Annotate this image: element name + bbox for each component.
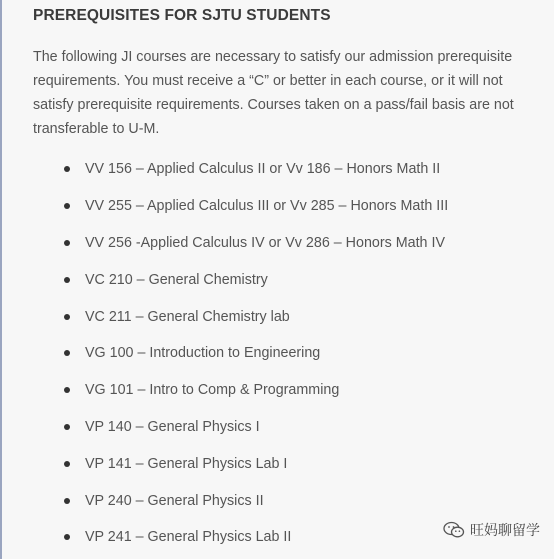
bullet-icon: [64, 461, 70, 467]
course-label: VC 211 – General Chemistry lab: [85, 308, 290, 325]
course-label: VC 210 – General Chemistry: [85, 271, 268, 288]
watermark: [443, 520, 540, 540]
intro-paragraph: The following JI courses are necessary to satisfy our admission prerequisite requirements. You must receive a “C” or better in each course, or it will not satisfy prerequisite requirements. Courses taken on a pass/fail basis are not transferable to U-M.: [33, 49, 514, 137]
course-label: VV 156 – Applied Calculus II or Vv 186 – Honors Math II: [85, 161, 441, 178]
prerequisites-section: [33, 6, 543, 141]
bullet-icon: [64, 203, 70, 209]
bullet-icon: [64, 534, 70, 540]
course-label: VG 100 – Introduction to Engineering: [85, 345, 321, 362]
bullet-icon: [64, 240, 70, 246]
course-label: VP 141 – General Physics Lab I: [85, 455, 288, 472]
course-label: VV 255 – Applied Calculus III or Vv 285 – Honors Math III: [85, 198, 449, 215]
bullet-icon: [64, 498, 70, 504]
bullet-icon: [64, 387, 70, 393]
bullet-icon: [64, 277, 70, 283]
section-heading: PREREQUISITES FOR SJTU STUDENTS: [33, 7, 331, 24]
bullet-icon: [64, 314, 70, 320]
bullet-icon: [64, 166, 70, 172]
bullet-icon: [64, 350, 70, 356]
course-label: VV 256 -Applied Calculus IV or Vv 286 – Honors Math IV: [85, 234, 445, 251]
watermark-text: 旺妈聊留学: [470, 522, 540, 538]
course-label: VP 140 – General Physics I: [85, 418, 260, 435]
course-label: VP 240 – General Physics II: [85, 492, 264, 509]
course-label: VG 101 – Intro to Comp & Programming: [85, 382, 340, 399]
course-label: VP 241 – General Physics Lab II: [85, 529, 292, 546]
bullet-icon: [64, 424, 70, 430]
wechat-icon: [443, 521, 465, 539]
